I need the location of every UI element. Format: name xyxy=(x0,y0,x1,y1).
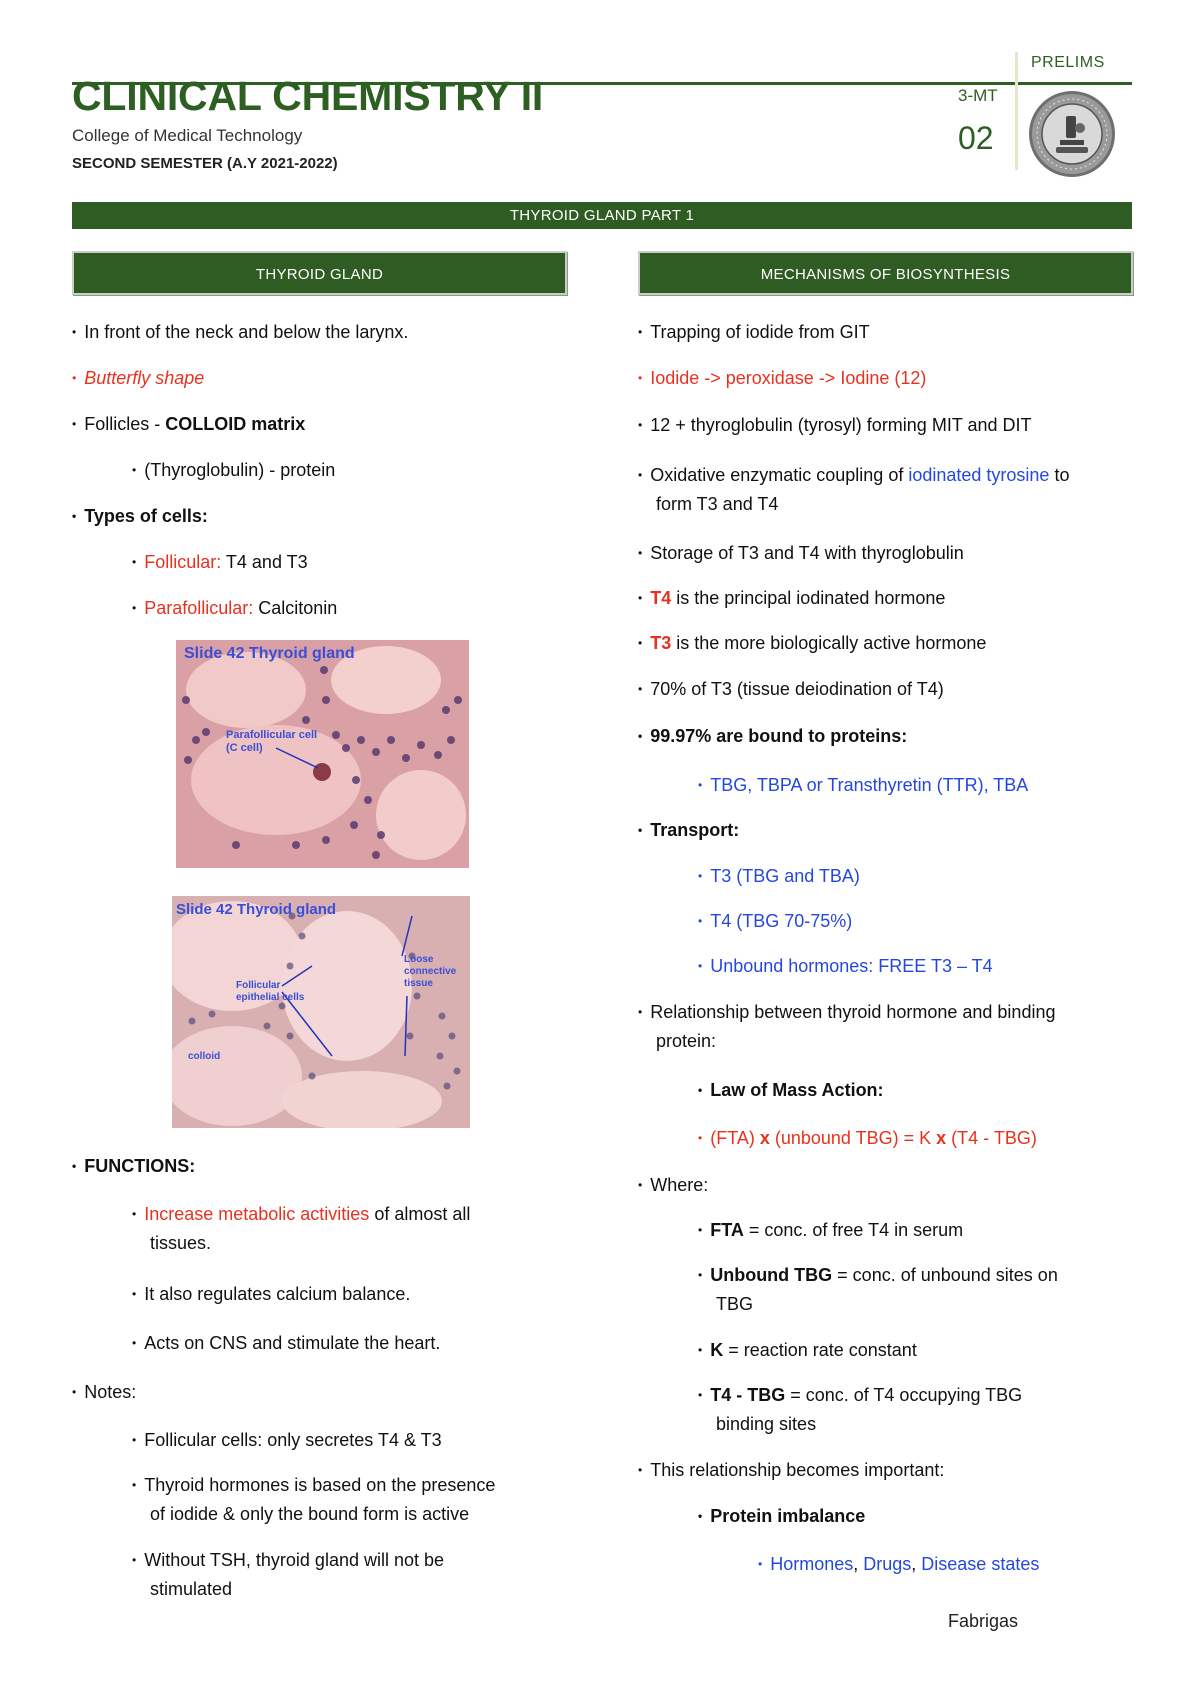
list-item: • Storage of T3 and T4 with thyroglobulin xyxy=(638,543,964,563)
image-label: epithelial cells xyxy=(236,992,305,1003)
image-label: connective xyxy=(404,966,457,977)
section-label: 3-MT xyxy=(958,86,998,105)
right-column-heading: MECHANISMS OF BIOSYNTHESIS xyxy=(638,251,1133,295)
image-caption: Slide 42 Thyroid gland xyxy=(184,645,355,662)
list-item: • Follicular: T4 and T3 xyxy=(132,552,308,572)
author-footer: Fabrigas xyxy=(948,1611,1019,1631)
list-item: • TBG, TBPA or Transthyretin (TTR), TBA xyxy=(698,775,1029,795)
list-item: • T4 is the principal iodinated hormone xyxy=(638,588,946,608)
list-item: • Oxidative enzymatic coupling of iodinated tyrosine to form T3 and T4 xyxy=(638,465,1070,514)
list-item: • Iodide -> peroxidase -> Iodine (12) xyxy=(638,368,927,388)
image-caption: Slide 42 Thyroid gland xyxy=(176,901,337,918)
college-seal-logo xyxy=(1028,90,1116,178)
college-name: College of Medical Technology xyxy=(72,126,303,145)
list-item: • Relationship between thyroid hormone and binding protein: xyxy=(638,1002,1056,1051)
list-item: • T3 is the more biologically active hormone xyxy=(638,633,987,653)
image-label: tissue xyxy=(404,978,433,989)
image-label: colloid xyxy=(188,1051,221,1062)
list-item: • Follicles - COLLOID matrix xyxy=(72,414,306,434)
list-item: • Follicular cells: only secretes T4 & T3 xyxy=(132,1430,442,1450)
image-label: Follicular xyxy=(236,980,281,991)
histology-image-follicular xyxy=(172,896,470,1128)
list-item: • Parafollicular: Calcitonin xyxy=(132,598,338,618)
list-item: • Hormones, Drugs, Disease states xyxy=(758,1554,1040,1574)
image-label: Loose xyxy=(404,954,434,965)
list-item: • Unbound hormones: FREE T3 – T4 xyxy=(698,956,993,976)
list-item: • This relationship becomes important: xyxy=(638,1460,945,1480)
list-item: • Transport: xyxy=(638,820,740,840)
list-item: • FTA = conc. of free T4 in serum xyxy=(698,1220,964,1240)
list-item: • It also regulates calcium balance. xyxy=(132,1284,411,1304)
list-item: • 70% of T3 (tissue deiodination of T4) xyxy=(638,679,944,699)
list-item: • 99.97% are bound to proteins: xyxy=(638,726,908,746)
section-banner: THYROID GLAND PART 1 xyxy=(72,202,1132,229)
list-item: • Law of Mass Action: xyxy=(698,1080,884,1100)
image-label: Parafollicular cell xyxy=(226,729,318,741)
list-item: • In front of the neck and below the larynx. xyxy=(72,322,409,342)
page-title: CLINICAL CHEMISTRY II xyxy=(72,73,544,119)
list-item: • FUNCTIONS: xyxy=(72,1156,196,1176)
list-item: • Where: xyxy=(638,1175,709,1195)
header-divider xyxy=(1015,52,1018,170)
list-item: • Increase metabolic activities of almost all tissues. xyxy=(132,1204,471,1253)
semester-label: SECOND SEMESTER (A.Y 2021-2022) xyxy=(72,155,338,172)
list-item: • Acts on CNS and stimulate the heart. xyxy=(132,1333,441,1353)
list-item: • T4 - TBG = conc. of T4 occupying TBG binding sites xyxy=(698,1385,1023,1434)
left-column-heading: THYROID GLAND xyxy=(72,251,567,295)
list-item: • K = reaction rate constant xyxy=(698,1340,917,1360)
list-item: • Unbound TBG = conc. of unbound sites on TBG xyxy=(698,1265,1058,1314)
list-item: • Notes: xyxy=(72,1382,137,1402)
list-item: • Protein imbalance xyxy=(698,1506,866,1526)
lesson-number: 02 xyxy=(958,120,994,156)
histology-image-parafollicular xyxy=(176,640,469,868)
list-item: • (FTA) x (unbound TBG) = K x (T4 - TBG) xyxy=(698,1128,1037,1148)
list-item: • 12 + thyroglobulin (tyrosyl) forming MIT and DIT xyxy=(638,415,1032,435)
prelims-tag: PRELIMS xyxy=(1031,54,1105,71)
image-label: (C cell) xyxy=(226,742,263,754)
list-item: • Without TSH, thyroid gland will not be stimulated xyxy=(132,1550,445,1599)
list-item: • Butterfly shape xyxy=(72,368,205,388)
list-item: • Thyroid hormones is based on the presence of iodide & only the bound form is active xyxy=(132,1475,496,1524)
list-item: • T4 (TBG 70-75%) xyxy=(698,911,853,931)
list-item: • Types of cells: xyxy=(72,506,208,526)
list-item: • Trapping of iodide from GIT xyxy=(638,322,870,342)
list-item: • T3 (TBG and TBA) xyxy=(698,866,860,886)
list-item: • (Thyroglobulin) - protein xyxy=(132,460,336,480)
